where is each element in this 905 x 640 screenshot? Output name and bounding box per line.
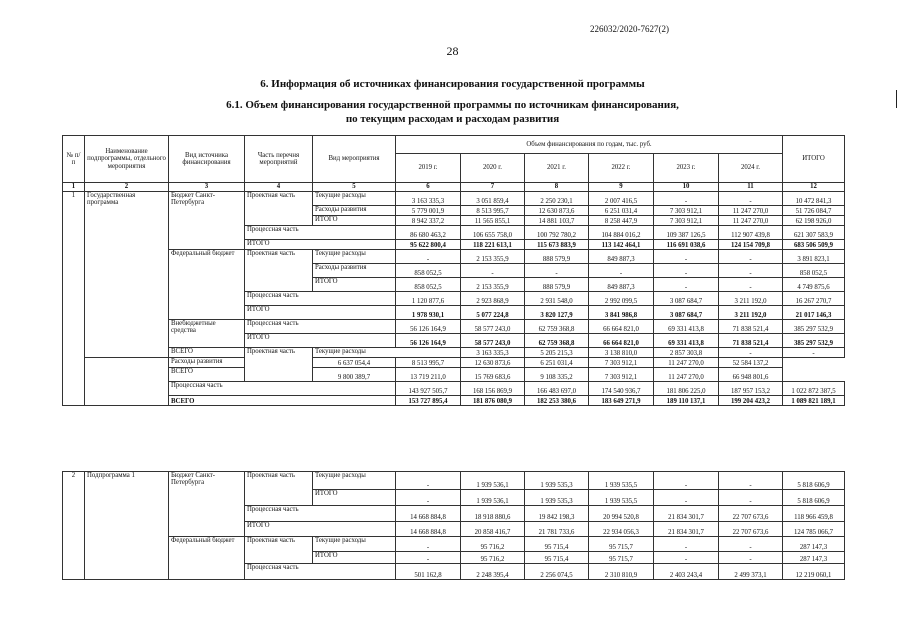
value-cell: - — [719, 490, 783, 506]
value-cell: - — [654, 552, 719, 564]
table-row — [63, 382, 845, 396]
kind-cell: Расходы развития — [313, 206, 396, 216]
value-cell: 20 858 416,7 — [461, 522, 525, 537]
value-cell: 6 251 031,4 — [589, 206, 654, 216]
value-cell: 118 966 459,8 — [783, 506, 845, 522]
kind-cell: Текущие расходы — [313, 348, 461, 358]
part-cell: Процессная часть — [245, 506, 396, 522]
value-cell: 1 120 877,6 — [396, 292, 461, 306]
value-cell: 62 759 368,8 — [525, 320, 589, 334]
value-cell: 21 017 146,3 — [783, 306, 845, 320]
value-cell: - — [396, 552, 461, 564]
value-cell: - — [719, 264, 783, 278]
value-cell: 858 052,5 — [396, 264, 461, 278]
index-cell: 3 — [169, 183, 245, 192]
part-cell: Процессная часть — [245, 320, 396, 334]
value-cell: - — [589, 264, 654, 278]
value-cell: - — [396, 537, 461, 552]
value-cell: 2 007 416,5 — [589, 192, 654, 206]
table-row — [63, 368, 845, 382]
value-cell: 166 483 697,0 — [525, 382, 589, 396]
value-cell: 385 297 532,9 — [783, 334, 845, 348]
value-cell: 2 310 810,9 — [589, 564, 654, 580]
value-cell: 104 884 016,2 — [589, 226, 654, 240]
part-cell: Процессная часть — [245, 226, 396, 240]
value-cell: 21 781 733,6 — [525, 522, 589, 537]
value-cell: 8 513 995,7 — [461, 206, 525, 216]
value-cell: 10 472 841,3 — [783, 192, 845, 206]
value-cell: 2 248 395,4 — [461, 564, 525, 580]
part-cell: ИТОГО — [245, 522, 396, 537]
value-cell: 1 978 930,1 — [396, 306, 461, 320]
financing-table — [62, 135, 845, 406]
empty-cell — [85, 358, 169, 406]
value-cell: 3 211 192,0 — [719, 292, 783, 306]
header-kind: Вид мероприятия — [313, 136, 396, 183]
value-cell: 95 715,7 — [589, 552, 654, 564]
table-row — [63, 537, 845, 552]
value-cell: - — [654, 250, 719, 264]
value-cell: 5 818 606,9 — [783, 490, 845, 506]
value-cell: 858 052,5 — [783, 264, 845, 278]
index-cell: 10 — [654, 183, 719, 192]
value-cell: 58 577 243,0 — [461, 320, 525, 334]
value-cell: 199 204 423,2 — [719, 396, 783, 406]
value-cell: 385 297 532,9 — [783, 320, 845, 334]
value-cell: 187 957 153,2 — [719, 382, 783, 396]
table-row — [63, 348, 845, 358]
value-cell: 3 163 335,3 — [396, 192, 461, 206]
source-cell: Федеральный бюджет — [169, 537, 245, 580]
value-cell: - — [719, 552, 783, 564]
margin-line — [896, 90, 897, 108]
value-cell: 1 939 536,1 — [461, 490, 525, 506]
value-cell: 2 857 303,8 — [654, 348, 719, 358]
row-name: Подпрограмма 1 — [85, 472, 169, 580]
value-cell: 21 834 301,7 — [654, 506, 719, 522]
header-total: ИТОГО — [783, 136, 845, 183]
value-cell: 22 707 673,6 — [719, 522, 783, 537]
value-cell: 143 927 505,7 — [396, 382, 461, 396]
financing-table-subprogram — [62, 471, 845, 580]
row-number: 2 — [63, 472, 85, 580]
value-cell: 1 939 536,1 — [461, 472, 525, 490]
table-row — [63, 192, 845, 206]
header-num: № п/п — [63, 136, 85, 183]
value-cell: 5 205 215,3 — [525, 348, 589, 358]
value-cell: 174 540 936,7 — [589, 382, 654, 396]
value-cell: - — [654, 278, 719, 292]
value-cell: 7 303 912,1 — [654, 206, 719, 216]
value-cell: 3 211 192,0 — [719, 306, 783, 320]
value-cell: 189 110 137,1 — [654, 396, 719, 406]
value-cell: 181 876 080,9 — [461, 396, 525, 406]
table-row — [63, 250, 845, 264]
value-cell: 62 759 368,8 — [525, 334, 589, 348]
value-cell: 3 051 859,4 — [461, 192, 525, 206]
value-cell: 118 221 613,1 — [461, 240, 525, 250]
value-cell: 15 769 683,6 — [461, 368, 525, 382]
value-cell: 683 506 509,9 — [783, 240, 845, 250]
value-cell: 3 891 823,1 — [783, 250, 845, 264]
value-cell: 858 052,5 — [396, 278, 461, 292]
value-cell: 18 918 880,6 — [461, 506, 525, 522]
value-cell: 7 303 912,1 — [589, 358, 654, 368]
index-cell: 4 — [245, 183, 313, 192]
header-year: 2021 г. — [525, 154, 589, 183]
index-cell: 8 — [525, 183, 589, 192]
kind-cell: ИТОГО — [313, 216, 396, 226]
value-cell: 8 258 447,9 — [589, 216, 654, 226]
source-cell: Федеральный бюджет — [169, 250, 245, 320]
index-cell: 2 — [85, 183, 169, 192]
value-cell: 116 691 038,6 — [654, 240, 719, 250]
part-cell: Процессная часть — [245, 564, 396, 580]
value-cell: 20 994 520,8 — [589, 506, 654, 522]
value-cell: - — [525, 264, 589, 278]
value-cell: 22 934 056,3 — [589, 522, 654, 537]
index-cell: 6 — [396, 183, 461, 192]
index-cell: 5 — [313, 183, 396, 192]
source-cell: Бюджет Санкт-Петербурга — [169, 472, 245, 537]
value-cell: 95 716,2 — [461, 552, 525, 564]
value-cell: 19 842 198,3 — [525, 506, 589, 522]
kind-cell: Расходы развития — [313, 264, 396, 278]
value-cell: 1 089 821 189,1 — [783, 396, 845, 406]
value-cell: 11 247 270,0 — [654, 368, 719, 382]
value-cell: 12 630 873,6 — [461, 358, 525, 368]
value-cell: 3 820 127,9 — [525, 306, 589, 320]
value-cell: 1 939 535,3 — [525, 472, 589, 490]
kind-cell: Расходы развития — [169, 358, 313, 368]
index-cell: 11 — [719, 183, 783, 192]
value-cell: 106 655 758,0 — [461, 226, 525, 240]
value-cell: 2 153 355,9 — [461, 278, 525, 292]
value-cell: 11 247 270,0 — [719, 206, 783, 216]
value-cell: 2 931 548,0 — [525, 292, 589, 306]
value-cell: 2 256 074,5 — [525, 564, 589, 580]
value-cell: 3 841 986,8 — [589, 306, 654, 320]
value-cell: 69 331 413,8 — [654, 320, 719, 334]
value-cell: 58 577 243,0 — [461, 334, 525, 348]
value-cell: 11 247 270,0 — [719, 216, 783, 226]
value-cell: 849 887,3 — [589, 250, 654, 264]
value-cell: 888 579,9 — [525, 250, 589, 264]
value-cell: 100 792 780,2 — [525, 226, 589, 240]
header-year: 2022 г. — [589, 154, 654, 183]
value-cell: 3 138 810,0 — [589, 348, 654, 358]
value-cell: 2 250 230,1 — [525, 192, 589, 206]
value-cell: 66 948 801,6 — [719, 368, 783, 382]
document-number: 226032/2020-7627(2) — [590, 24, 669, 34]
value-cell: 51 726 084,7 — [783, 206, 845, 216]
header-volume: Объем финансирования по годам, тыс. руб. — [396, 136, 783, 154]
value-cell: - — [654, 537, 719, 552]
value-cell: - — [719, 472, 783, 490]
value-cell: 8 513 995,7 — [396, 358, 461, 368]
kind-cell: ИТОГО — [313, 552, 396, 564]
header-year: 2019 г. — [396, 154, 461, 183]
value-cell: 182 253 380,6 — [525, 396, 589, 406]
value-cell: - — [719, 278, 783, 292]
value-cell: 16 267 270,7 — [783, 292, 845, 306]
index-cell: 1 — [63, 183, 85, 192]
header-year: 2023 г. — [654, 154, 719, 183]
source-cell: Внебюджетные средства — [169, 320, 245, 348]
value-cell: 183 649 271,9 — [589, 396, 654, 406]
part-cell: ВСЕГО — [169, 396, 396, 406]
value-cell: 3 163 335,3 — [461, 348, 525, 358]
part-cell: Проектная часть — [245, 192, 313, 226]
kind-cell: Текущие расходы — [313, 472, 396, 490]
header-year: 2020 г. — [461, 154, 525, 183]
value-cell: - — [719, 250, 783, 264]
row-name: Государственная программа — [85, 192, 169, 358]
kind-cell: ВСЕГО — [169, 368, 313, 382]
value-cell: 56 126 164,9 — [396, 320, 461, 334]
header-part: Часть перечня мероприятий — [245, 136, 313, 183]
value-cell: 888 579,9 — [525, 278, 589, 292]
value-cell: 95 715,4 — [525, 552, 589, 564]
part-cell: Процессная часть — [169, 382, 396, 396]
value-cell: 6 637 054,4 — [313, 358, 396, 368]
part-cell: Проектная часть — [245, 472, 313, 506]
value-cell: 2 153 355,9 — [461, 250, 525, 264]
value-cell: 3 087 684,7 — [654, 292, 719, 306]
value-cell: 5 077 224,8 — [461, 306, 525, 320]
source-cell: Бюджет Санкт-Петербурга — [169, 192, 245, 250]
value-cell: 181 806 225,0 — [654, 382, 719, 396]
page-number: 28 — [446, 44, 459, 58]
value-cell: 849 887,3 — [589, 278, 654, 292]
value-cell: 71 838 521,4 — [719, 320, 783, 334]
kind-cell: Текущие расходы — [313, 250, 396, 264]
index-cell: 7 — [461, 183, 525, 192]
value-cell: 1 939 535,5 — [589, 490, 654, 506]
value-cell: 12 630 873,6 — [525, 206, 589, 216]
value-cell: 2 992 099,5 — [589, 292, 654, 306]
value-cell: 14 668 884,8 — [396, 506, 461, 522]
value-cell: 5 818 606,9 — [783, 472, 845, 490]
value-cell: 501 162,8 — [396, 564, 461, 580]
kind-cell: Текущие расходы — [313, 192, 396, 206]
value-cell: 95 715,7 — [589, 537, 654, 552]
value-cell: 2 923 868,9 — [461, 292, 525, 306]
part-cell: Проектная часть — [245, 250, 313, 292]
value-cell: 124 785 066,7 — [783, 522, 845, 537]
value-cell: 66 664 821,0 — [589, 320, 654, 334]
table-row — [63, 358, 845, 368]
value-cell: 2 499 373,1 — [719, 564, 783, 580]
value-cell: 287 147,3 — [783, 537, 845, 552]
part-cell: Процессная часть — [245, 292, 396, 306]
value-cell: 11 247 270,0 — [654, 358, 719, 368]
row-name: ВСЕГО — [169, 348, 245, 358]
value-cell: - — [396, 490, 461, 506]
value-cell: 115 673 883,9 — [525, 240, 589, 250]
value-cell: 12 219 060,1 — [783, 564, 845, 580]
value-cell: 56 126 164,9 — [396, 334, 461, 348]
value-cell: 112 907 439,8 — [719, 226, 783, 240]
subsection-title-line-2: по текущим расходам и расходам развития — [345, 113, 560, 125]
kind-cell: ИТОГО — [313, 490, 396, 506]
header-name: Наименование подпрограммы, отдельного мероприятия — [85, 136, 169, 183]
value-cell: 3 087 684,7 — [654, 306, 719, 320]
value-cell: - — [396, 250, 461, 264]
value-cell: 109 387 126,5 — [654, 226, 719, 240]
value-cell: 113 142 464,1 — [589, 240, 654, 250]
value-cell: - — [654, 472, 719, 490]
value-cell: 13 719 211,0 — [396, 368, 461, 382]
value-cell: - — [719, 537, 783, 552]
index-cell: 12 — [783, 183, 845, 192]
value-cell: 168 156 869,9 — [461, 382, 525, 396]
value-cell: 9 108 335,2 — [525, 368, 589, 382]
value-cell: - — [654, 192, 719, 206]
value-cell: 14 668 884,8 — [396, 522, 461, 537]
value-cell: - — [719, 192, 783, 206]
value-cell: 287 147,3 — [783, 552, 845, 564]
table-row — [63, 320, 845, 334]
kind-cell: ИТОГО — [313, 278, 396, 292]
value-cell: 4 749 875,6 — [783, 278, 845, 292]
table-row — [63, 472, 845, 490]
value-cell: 1 939 535,5 — [589, 472, 654, 490]
value-cell: 52 584 137,2 — [719, 358, 783, 368]
value-cell: - — [654, 264, 719, 278]
value-cell: 11 565 855,1 — [461, 216, 525, 226]
source-cell: Проектная часть — [245, 348, 313, 382]
value-cell: - — [396, 472, 461, 490]
part-cell: Проектная часть — [245, 537, 313, 564]
value-cell: 1 939 535,3 — [525, 490, 589, 506]
value-cell: 86 680 463,2 — [396, 226, 461, 240]
value-cell: 124 154 709,8 — [719, 240, 783, 250]
value-cell: 62 198 926,0 — [783, 216, 845, 226]
value-cell: 621 307 583,9 — [783, 226, 845, 240]
value-cell: 14 881 103,7 — [525, 216, 589, 226]
value-cell: 153 727 895,4 — [396, 396, 461, 406]
value-cell: 95 716,2 — [461, 537, 525, 552]
index-cell: 9 — [589, 183, 654, 192]
value-cell: - — [461, 264, 525, 278]
part-cell: ИТОГО — [245, 334, 396, 348]
section-title: 6. Информация об источниках финансирования государственной программы — [260, 78, 645, 90]
kind-cell: Текущие расходы — [313, 537, 396, 552]
value-cell: 21 834 301,7 — [654, 522, 719, 537]
value-cell: 1 022 872 387,5 — [783, 382, 845, 396]
value-cell: - — [654, 490, 719, 506]
value-cell: 66 664 821,0 — [589, 334, 654, 348]
part-cell: ИТОГО — [245, 240, 396, 250]
value-cell: - — [719, 348, 783, 358]
row-number: 1 — [63, 192, 85, 406]
value-cell: 71 838 521,4 — [719, 334, 783, 348]
header-year: 2024 г. — [719, 154, 783, 183]
value-cell: 22 707 673,6 — [719, 506, 783, 522]
value-cell: 8 942 337,2 — [396, 216, 461, 226]
value-cell: 7 303 912,1 — [654, 216, 719, 226]
part-cell: ИТОГО — [245, 306, 396, 320]
value-cell: 69 331 413,8 — [654, 334, 719, 348]
table-row — [63, 396, 845, 406]
subsection-title-line-1: 6.1. Объем финансирования государственной программы по источникам финансирования, — [226, 99, 679, 111]
value-cell: - — [783, 348, 845, 358]
value-cell: 95 715,4 — [525, 537, 589, 552]
header-source: Вид источника финансирования — [169, 136, 245, 183]
value-cell: 2 403 243,4 — [654, 564, 719, 580]
value-cell: 6 251 031,4 — [525, 358, 589, 368]
value-cell: 9 800 389,7 — [313, 368, 396, 382]
value-cell: 95 622 800,4 — [396, 240, 461, 250]
value-cell: 7 303 912,1 — [589, 368, 654, 382]
value-cell: 5 779 001,9 — [396, 206, 461, 216]
